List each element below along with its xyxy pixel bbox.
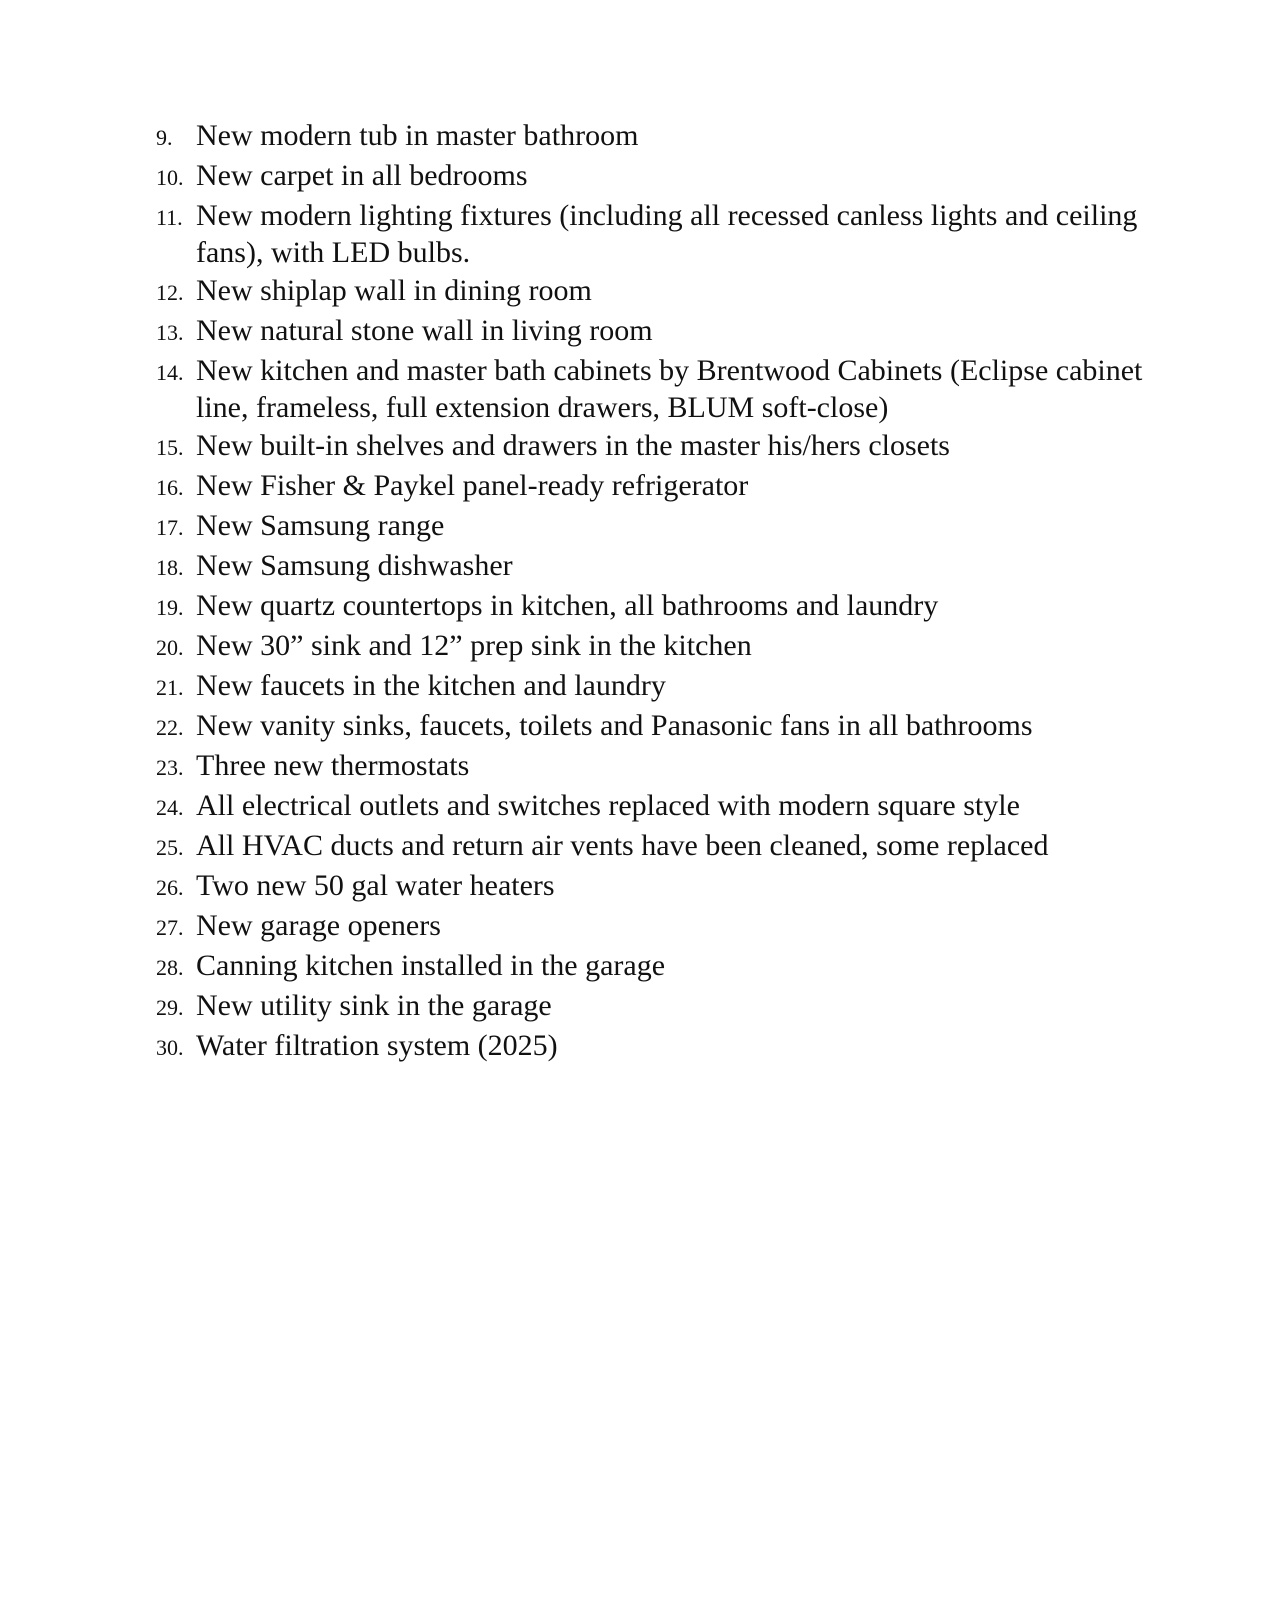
list-item [156,352,1156,426]
list-item-number: 28. [156,955,184,980]
list-item-number: 29. [156,995,184,1020]
numbered-list [156,117,1156,1067]
list-item [156,547,1156,586]
list-item-number: 9. [156,125,173,150]
list-item-text: Canning kitchen installed in the garage [196,949,666,982]
list-item [156,1027,1156,1066]
list-item-text: New Samsung range [196,509,445,542]
list-item-number: 14. [156,360,184,385]
list-item [156,587,1156,626]
list-item [156,827,1156,866]
list-item-text: New modern lighting fixtures (including all recessed canless lights and ceiling fans), with LED bulbs. [196,199,1138,269]
list-item-number: 11. [156,205,183,230]
list-item-number: 16. [156,475,184,500]
list-item-text: New faucets in the kitchen and laundry [196,669,666,702]
list-item-text: All HVAC ducts and return air vents have been cleaned, some replaced [196,829,1049,862]
list-item-number: 19. [156,595,184,620]
list-item-number: 17. [156,515,184,540]
list-item-number: 15. [156,435,184,460]
list-item [156,867,1156,906]
list-item-text: New vanity sinks, faucets, toilets and Panasonic fans in all bathrooms [196,709,1033,742]
list-item [156,157,1156,196]
list-item [156,117,1156,156]
list-item-text: New 30” sink and 12” prep sink in the kitchen [196,629,752,662]
list-item-text: New carpet in all bedrooms [196,159,528,192]
list-item [156,427,1156,466]
list-item-number: 10. [156,165,184,190]
list-item-text: Water filtration system (2025) [196,1029,558,1062]
list-item [156,787,1156,826]
list-item-number: 27. [156,915,184,940]
list-item [156,627,1156,666]
list-item [156,272,1156,311]
list-item [156,907,1156,946]
list-item-text: New quartz countertops in kitchen, all bathrooms and laundry [196,589,939,622]
list-item [156,707,1156,746]
list-item-text: New Samsung dishwasher [196,549,513,582]
list-item-number: 13. [156,320,184,345]
list-item-number: 22. [156,715,184,740]
list-item-text: New built-in shelves and drawers in the master his/hers closets [196,429,950,462]
list-item-text: New kitchen and master bath cabinets by Brentwood Cabinets (Eclipse cabinet line, frameless, full extension drawers, BLUM soft-close) [196,354,1143,424]
list-item-number: 12. [156,280,184,305]
list-item [156,987,1156,1026]
list-item [156,312,1156,351]
list-item-text: New modern tub in master bathroom [196,119,639,152]
list-item-text: New utility sink in the garage [196,989,552,1022]
list-item-text: New garage openers [196,909,441,942]
list-item-number: 23. [156,755,184,780]
list-item-number: 25. [156,835,184,860]
list-item [156,667,1156,706]
list-item [156,507,1156,546]
list-item-number: 30. [156,1035,184,1060]
list-item-number: 21. [156,675,184,700]
list-item-text: All electrical outlets and switches replaced with modern square style [196,789,1020,822]
list-item [156,947,1156,986]
list-item-text: Two new 50 gal water heaters [196,869,555,902]
list-item-text: Three new thermostats [196,749,470,782]
list-item [156,197,1156,271]
list-item-number: 26. [156,875,184,900]
list-item-number: 24. [156,795,184,820]
list-item-text: New natural stone wall in living room [196,314,653,347]
list-item-number: 20. [156,635,184,660]
list-item-text: New shiplap wall in dining room [196,274,592,307]
list-item [156,467,1156,506]
list-item-text: New Fisher & Paykel panel-ready refrigerator [196,469,749,502]
list-item-number: 18. [156,555,184,580]
list-item [156,747,1156,786]
